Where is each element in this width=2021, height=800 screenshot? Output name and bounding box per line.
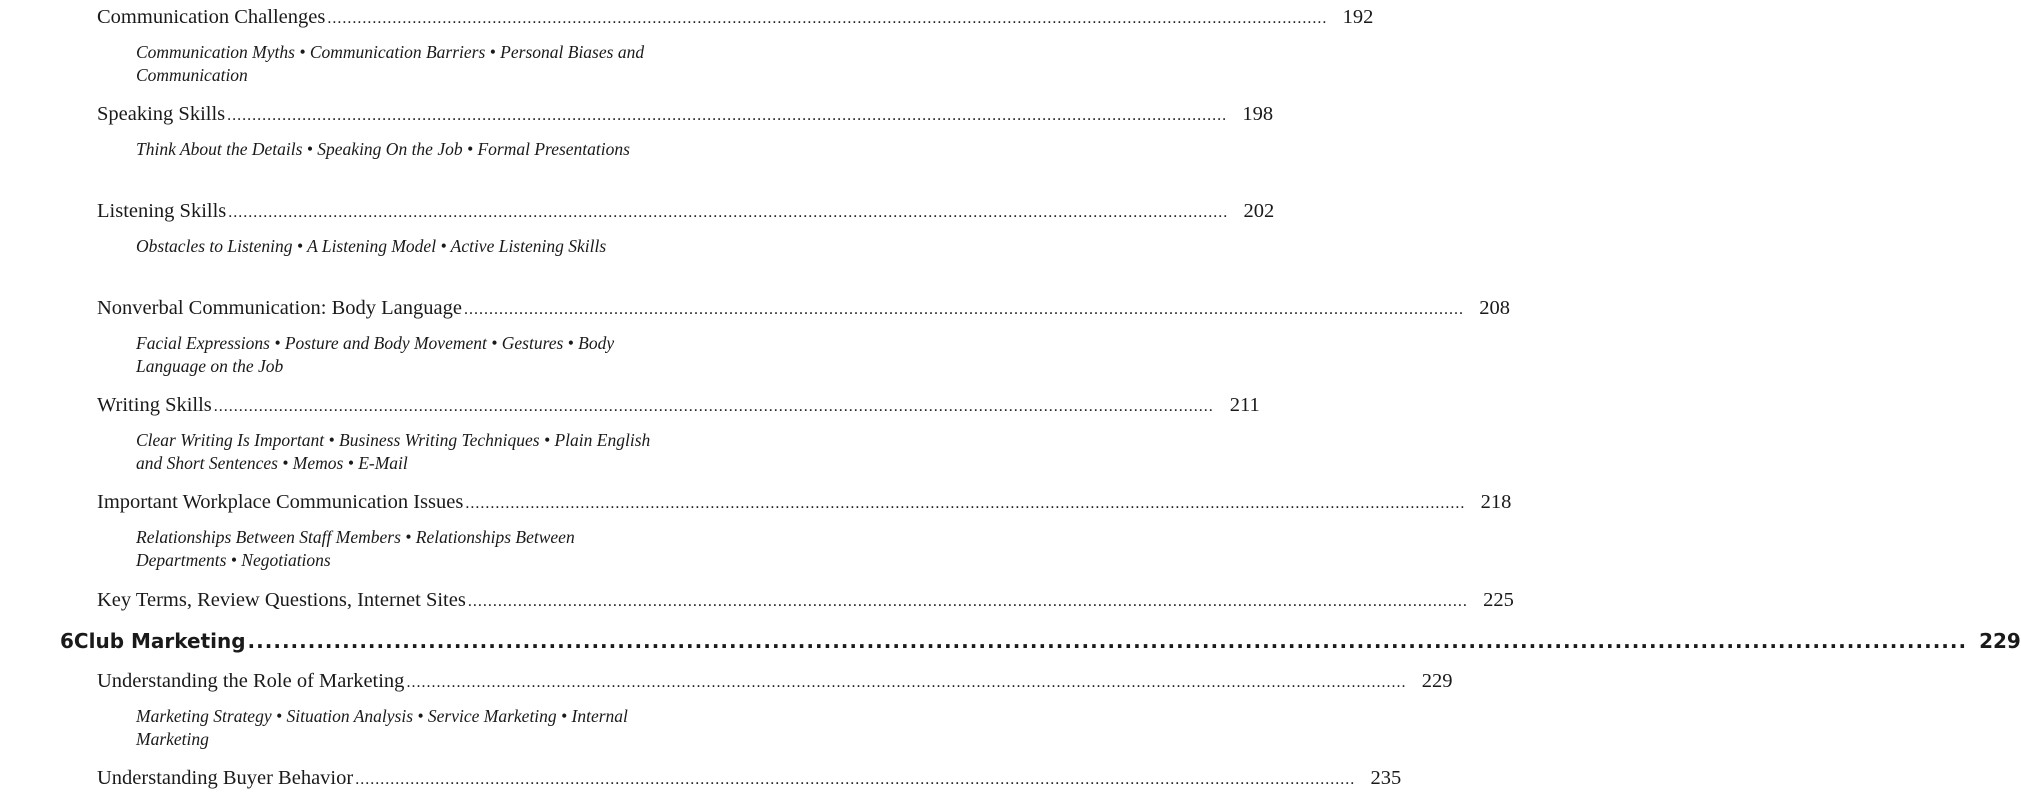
entry-topics: Relationships Between Staff Members • Relationships Between Departments • Negotiations bbox=[136, 527, 575, 570]
entry-title: Listening Skills bbox=[97, 200, 227, 222]
toc-entry-role-of-marketing[interactable] bbox=[97, 669, 1453, 695]
page-number: 235 bbox=[1370, 767, 1402, 789]
entry-title: Understanding the Role of Marketing bbox=[97, 670, 405, 692]
entry-title: Important Workplace Communication Issues bbox=[97, 491, 464, 513]
entry-title: Communication Challenges bbox=[97, 6, 326, 28]
dot-leader: ........................................................................................................................................................................................................ bbox=[463, 301, 1464, 318]
page-number: 218 bbox=[1480, 491, 1512, 513]
toc-entry-speaking-skills[interactable] bbox=[97, 102, 1274, 128]
toc-entry-buyer-behavior[interactable] bbox=[97, 766, 1402, 792]
toc-entry-nonverbal-communication[interactable] bbox=[97, 296, 1510, 322]
dot-leader: ........................................................................................................................................................................................................ bbox=[467, 593, 1468, 610]
dot-leader: ........................................................................................................................................................................................................ bbox=[327, 10, 1328, 27]
toc-chapter-heading[interactable] bbox=[60, 629, 2021, 653]
dot-leader: ........................................................................................................................................................................................................ bbox=[227, 107, 1228, 124]
dot-leader: ........................................................................................................................................................................................................ bbox=[355, 771, 1356, 788]
toc-entry-communication-challenges[interactable] bbox=[97, 5, 1374, 31]
toc-entry-key-terms[interactable] bbox=[97, 588, 1514, 614]
entry-title: Writing Skills bbox=[97, 394, 212, 416]
dot-leader: ........................................................................................................................................................................................................ bbox=[213, 398, 1214, 415]
dot-leader: ........................................................................................................................................................................................................ bbox=[247, 629, 1968, 653]
entry-title: Key Terms, Review Questions, Internet Sites bbox=[97, 589, 466, 611]
chapter-number: 6 bbox=[60, 629, 74, 653]
entry-topics: Facial Expressions • Posture and Body Movement • Gestures • Body Language on the Job bbox=[136, 333, 615, 376]
page-number: 229 bbox=[1979, 629, 2021, 653]
dot-leader: ........................................................................................................................................................................................................ bbox=[228, 204, 1229, 221]
entry-title: Understanding Buyer Behavior bbox=[97, 767, 354, 789]
entry-topics: Marketing Strategy • Situation Analysis • Service Marketing • Internal Marketing bbox=[136, 706, 628, 749]
page-number: 198 bbox=[1242, 103, 1274, 125]
entry-topics: Clear Writing Is Important • Business Writing Techniques • Plain English and Short Sentences • Memos • E-Mail bbox=[136, 430, 651, 473]
entry-title: Nonverbal Communication: Body Language bbox=[97, 297, 462, 319]
chapter-title: Club Marketing bbox=[73, 629, 246, 653]
dot-leader: ........................................................................................................................................................................................................ bbox=[465, 495, 1466, 512]
entry-topics: Think About the Details • Speaking On the Job • Formal Presentations bbox=[136, 139, 630, 159]
toc-entry-writing-skills[interactable] bbox=[97, 393, 1260, 419]
entry-topics: Obstacles to Listening • A Listening Model • Active Listening Skills bbox=[136, 236, 607, 256]
page-number: 208 bbox=[1479, 297, 1510, 319]
toc-entry-listening-skills[interactable] bbox=[97, 199, 1275, 225]
page-number: 229 bbox=[1421, 670, 1453, 692]
entry-title: Speaking Skills bbox=[97, 103, 226, 125]
page-number: 192 bbox=[1342, 6, 1374, 28]
page-number: 225 bbox=[1483, 589, 1514, 611]
dot-leader: ........................................................................................................................................................................................................ bbox=[406, 674, 1407, 691]
page-number: 202 bbox=[1243, 200, 1275, 222]
page-number: 211 bbox=[1229, 394, 1260, 416]
entry-topics: Communication Myths • Communication Barriers • Personal Biases and Communication bbox=[136, 42, 645, 85]
toc-entry-workplace-communication-issues[interactable] bbox=[97, 490, 1512, 516]
